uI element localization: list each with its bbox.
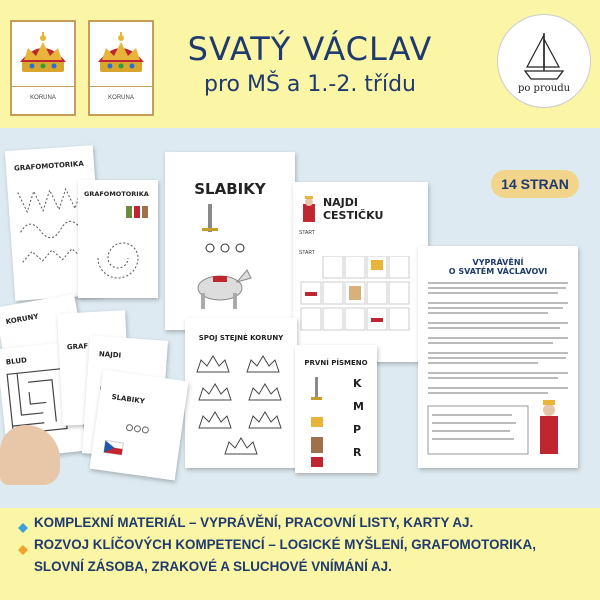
sheet-title: SPOJ STEJNÉ KORUNY bbox=[198, 334, 284, 342]
letter: R bbox=[353, 446, 362, 459]
worksheet-spoj-koruny bbox=[185, 318, 297, 468]
letter: K bbox=[353, 377, 362, 390]
feature-item bbox=[18, 534, 588, 556]
feature-text: KOMPLEXNÍ MATERIÁL – VYPRÁVĚNÍ, PRACOVNÍ LISTY, KARTY AJ. bbox=[34, 515, 474, 530]
crown-card bbox=[88, 20, 154, 116]
feature-item bbox=[18, 512, 588, 534]
flag-icon bbox=[89, 399, 184, 480]
crowns-outline-icon bbox=[185, 342, 297, 462]
worksheet-vypraveni bbox=[418, 246, 578, 468]
page-subtitle: pro MŠ a 1.-2. třídu bbox=[204, 72, 416, 97]
worksheet-slabiky bbox=[165, 152, 295, 330]
spiral-icon bbox=[78, 198, 158, 294]
diamond-icon bbox=[18, 540, 28, 550]
sheet-title: KORUNY bbox=[5, 312, 40, 327]
feature-list bbox=[18, 512, 588, 578]
king-icon bbox=[299, 196, 319, 222]
sailboat-icon bbox=[519, 29, 569, 85]
sheet-subtitle: O SVATÉM VÁCLAVOVI bbox=[448, 267, 548, 276]
sheet-title: SLABIKY bbox=[194, 180, 266, 198]
sheet-title: GRAFOMOTORIKA bbox=[84, 190, 149, 198]
sheet-title: NAJDI CESTIČKU bbox=[322, 196, 384, 222]
worksheet-prvni-pismeno bbox=[295, 345, 377, 473]
text-lines-icon bbox=[418, 276, 578, 466]
feature-text-continuation: SLOVNÍ ZÁSOBA, ZRAKOVÉ A SLUCHOVÉ VNÍMÁNÍ AJ. bbox=[34, 559, 392, 574]
letter: P bbox=[353, 423, 362, 436]
sheet-title: VYPRÁVĚNÍ bbox=[472, 258, 524, 267]
card-label: KORUNA bbox=[90, 86, 152, 101]
card-label: KORUNA bbox=[12, 86, 74, 101]
sheet-title: NAJDI bbox=[98, 350, 122, 360]
crown-icon bbox=[12, 22, 74, 86]
sheet-title: GRAFOMOTORIKA bbox=[13, 159, 84, 173]
crown-icon bbox=[90, 22, 152, 86]
letter: M bbox=[353, 400, 364, 413]
page-title: SVATÝ VÁCLAV bbox=[187, 30, 433, 68]
worksheet-grafomotorika-2 bbox=[78, 180, 158, 298]
sheet-title: PRVNÍ PÍSMENO bbox=[304, 359, 368, 367]
logo bbox=[497, 14, 591, 108]
start-label: START bbox=[299, 230, 315, 236]
start-label: START bbox=[299, 250, 315, 256]
sheet-title: GRAF bbox=[66, 342, 89, 352]
feature-text: ROZVOJ KLÍČOVÝCH KOMPETENCÍ – LOGICKÉ MYŠLENÍ, GRAFOMOTORIKA, bbox=[34, 537, 536, 552]
sword-horse-icon bbox=[165, 198, 295, 328]
sheet-title: SLABIKY bbox=[111, 392, 146, 406]
sheet-title: BLUD bbox=[5, 356, 28, 367]
worksheet-slabiky-small bbox=[89, 370, 188, 481]
sword-icon bbox=[303, 373, 353, 473]
pages-badge: 14 STRAN bbox=[491, 170, 579, 198]
crown-card bbox=[10, 20, 76, 116]
logo-text: po proudu bbox=[517, 82, 571, 94]
diamond-icon bbox=[18, 518, 28, 528]
worksheet-najdi-cesticku bbox=[293, 182, 428, 362]
